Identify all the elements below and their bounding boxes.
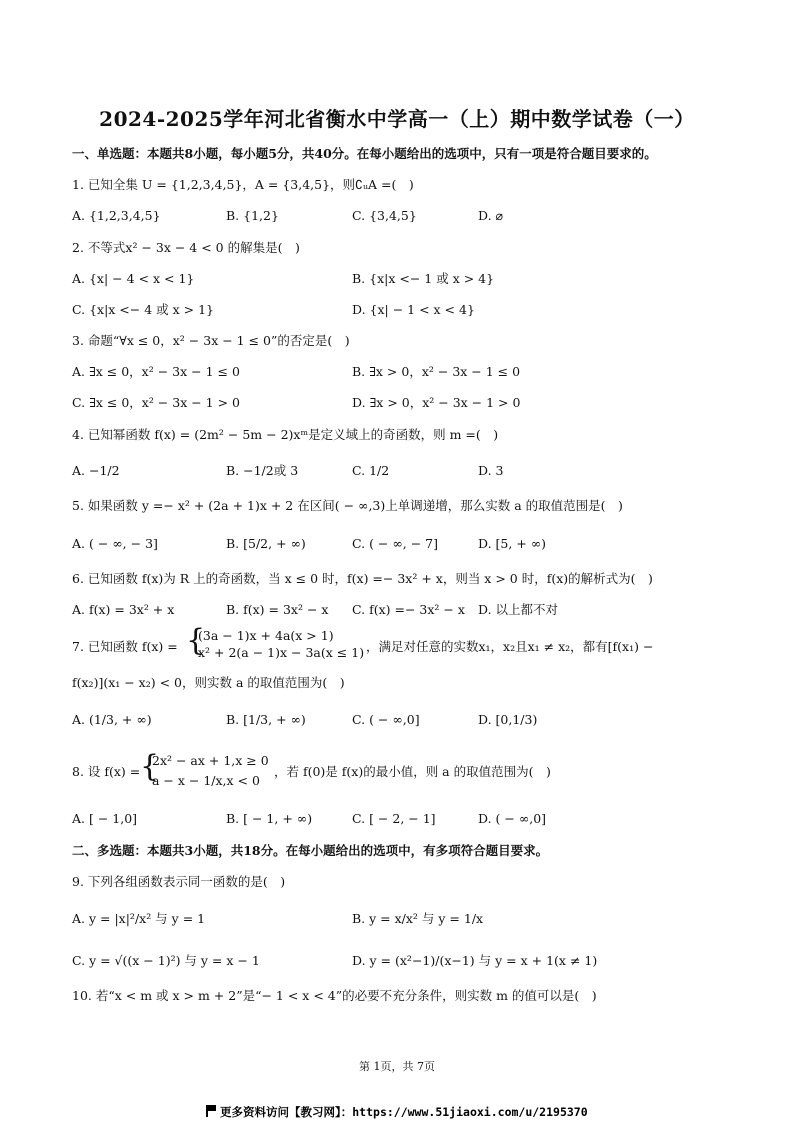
q2-option-d: D. {x| − 1 < x < 4} xyxy=(352,302,475,317)
q4-option-c: C. 1/2 xyxy=(352,463,390,478)
q5-option-d: D. [5, + ∞) xyxy=(478,536,547,551)
q8-option-d: D. ( − ∞,0] xyxy=(478,811,547,826)
q3-option-c: C. ∃x ≤ 0，x² − 3x − 1 > 0 xyxy=(72,395,240,410)
footer-link[interactable] xyxy=(206,1104,588,1120)
q9-option-d: D. y = (x²−1)/(x−1) 与 y = x + 1(x ≠ 1) xyxy=(352,953,598,968)
q7-case-1: (3a − 1)x + 4a(x > 1) xyxy=(198,628,334,643)
q7-option-c: C. ( − ∞,0] xyxy=(352,712,420,727)
question-4-stem: 4. 已知幂函数 f(x) = (2m² − 5m − 2)xᵐ是定义域上的奇函数，则 m =( ) xyxy=(72,427,499,442)
q6-option-a: A. f(x) = 3x² + x xyxy=(72,602,175,617)
section-multiple-choice: 二、多选题：本题共3小题，共18分。在每小题给出的选项中，有多项符合题目要求。 xyxy=(72,843,549,858)
q9-option-a: A. y = |x|²/x² 与 y = 1 xyxy=(72,911,206,926)
q5-option-c: C. ( − ∞, − 7] xyxy=(352,536,438,551)
q7-brace: { xyxy=(186,623,206,658)
question-3-stem: 3. 命题“∀x ≤ 0，x² − 3x − 1 ≤ 0”的否定是( ) xyxy=(72,333,350,348)
q9-option-c: C. y = √((x − 1)²) 与 y = x − 1 xyxy=(72,953,260,968)
question-7-line2: f(x₂)](x₁ − x₂) < 0，则实数 a 的取值范围为( ) xyxy=(72,675,345,690)
footer-text: 更多资料访问【教习网】：https://www.51jiaoxi.com/u/2195370 xyxy=(220,1105,588,1119)
q4-option-a: A. −1/2 xyxy=(72,463,120,478)
q8-brace: { xyxy=(140,749,160,784)
question-7-prefix: 7. 已知函数 f(x) = xyxy=(72,639,178,654)
q5-option-a: A. ( − ∞, − 3] xyxy=(72,536,158,551)
q7-option-b: B. [1/3, + ∞) xyxy=(226,712,306,727)
q6-option-b: B. f(x) = 3x² − x xyxy=(226,602,329,617)
question-6-stem: 6. 已知函数 f(x)为 R 上的奇函数，当 x ≤ 0 时，f(x) =− 3x² + x，则当 x > 0 时，f(x)的解析式为( ) xyxy=(72,571,653,586)
q2-option-b: B. {x|x <− 1 或 x > 4} xyxy=(352,271,495,286)
question-9-stem: 9. 下列各组函数表示同一函数的是( ) xyxy=(72,874,286,889)
question-1-stem: 1. 已知全集 U = {1,2,3,4,5}，A = {3,4,5}，则∁ᵤA =( ) xyxy=(72,177,414,192)
q4-option-b: B. −1/2或 3 xyxy=(226,463,299,478)
question-8-suffix: ，若 f(0)是 f(x)的最小值，则 a 的取值范围为( ) xyxy=(274,764,551,779)
q6-option-c: C. f(x) =− 3x² − x xyxy=(352,602,465,617)
q8-option-b: B. [ − 1, + ∞) xyxy=(226,811,313,826)
question-2-stem: 2. 不等式x² − 3x − 4 < 0 的解集是( ) xyxy=(72,240,300,255)
q3-option-b: B. ∃x > 0，x² − 3x − 1 ≤ 0 xyxy=(352,364,521,379)
q9-option-b: B. y = x/x² 与 y = 1/x xyxy=(352,911,484,926)
page-number: 第 1页，共 7页 xyxy=(359,1060,435,1073)
q3-option-a: A. ∃x ≤ 0，x² − 3x − 1 ≤ 0 xyxy=(72,364,240,379)
q8-case-1: 2x² − ax + 1,x ≥ 0 xyxy=(152,753,269,768)
q6-option-d: D. 以上都不对 xyxy=(478,602,559,617)
q1-option-c: C. {3,4,5} xyxy=(352,208,417,223)
q7-option-a: A. (1/3, + ∞) xyxy=(72,712,152,727)
q4-option-d: D. 3 xyxy=(478,463,504,478)
exam-title: 2024-2025学年河北省衡水中学高一（上）期中数学试卷（一） xyxy=(99,107,695,131)
q1-option-b: B. {1,2} xyxy=(226,208,279,223)
q7-option-d: D. [0,1/3) xyxy=(478,712,538,727)
q8-option-a: A. [ − 1,0] xyxy=(72,811,138,826)
flag-icon xyxy=(206,1105,216,1117)
q3-option-d: D. ∃x > 0，x² − 3x − 1 > 0 xyxy=(352,395,521,410)
q2-option-c: C. {x|x <− 4 或 x > 1} xyxy=(72,302,214,317)
q5-option-b: B. [5/2, + ∞) xyxy=(226,536,306,551)
q1-option-d: D. ⌀ xyxy=(478,208,504,223)
q7-case-2: x² + 2(a − 1)x − 3a(x ≤ 1) xyxy=(198,645,365,660)
section-single-choice: 一、单选题：本题共8小题，每小题5分，共40分。在每小题给出的选项中，只有一项是符合题目要求的。 xyxy=(72,146,657,161)
q8-option-c: C. [ − 2, − 1] xyxy=(352,811,436,826)
question-10-stem: 10. 若“x < m 或 x > m + 2”是“− 1 < x < 4”的必要不充分条件，则实数 m 的值可以是( ) xyxy=(72,988,597,1003)
q2-option-a: A. {x| − 4 < x < 1} xyxy=(72,271,195,286)
q1-option-a: A. {1,2,3,4,5} xyxy=(72,208,161,223)
q8-case-2: a − x − 1/x,x < 0 xyxy=(152,773,260,788)
question-8-prefix: 8. 设 f(x) = xyxy=(72,764,141,779)
question-7-suffix: ，满足对任意的实数x₁，x₂且x₁ ≠ x₂，都有[f(x₁) − xyxy=(366,639,654,654)
question-5-stem: 5. 如果函数 y =− x² + (2a + 1)x + 2 在区间( − ∞,3)上单调递增，那么实数 a 的取值范围是( ) xyxy=(72,498,623,513)
